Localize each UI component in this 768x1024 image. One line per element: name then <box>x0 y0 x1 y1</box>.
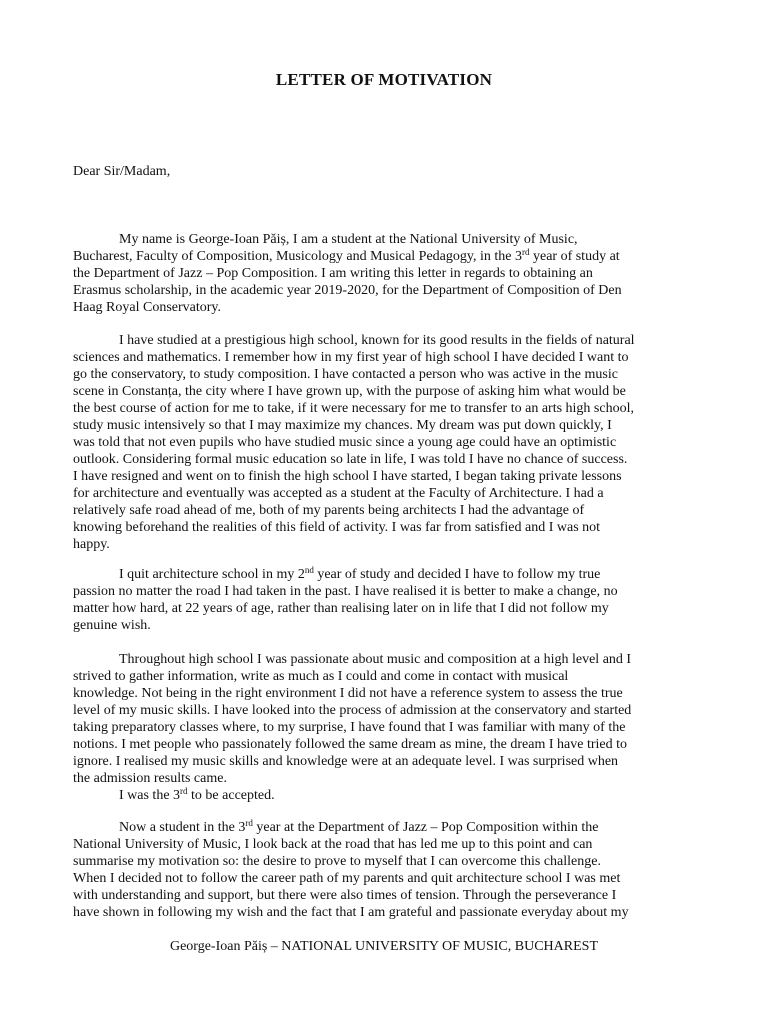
paragraph-line <box>73 836 693 853</box>
paragraph-line <box>73 870 693 887</box>
text-run: strived to gather information, write as much as I could and come in contact with musical <box>73 669 569 684</box>
ordinal-suffix: rd <box>180 786 188 796</box>
text-run: I have studied at a prestigious high school, known for its good results in the fields of natural <box>119 333 635 348</box>
paragraph-line <box>73 299 693 316</box>
paragraph-line <box>73 434 693 451</box>
paragraph-line <box>73 265 693 282</box>
text-run: year of study and decided I have to follow my true <box>313 567 601 582</box>
text-run: I quit architecture school in my 2 <box>119 567 305 582</box>
paragraph-line <box>73 451 693 468</box>
paragraph-line <box>73 468 693 485</box>
paragraph-line <box>73 770 693 787</box>
paragraph-line <box>73 282 693 299</box>
text-run: Haag Royal Conservatory. <box>73 300 221 315</box>
page-footer: George-Ioan Păiș – NATIONAL UNIVERSITY OF MUSIC, BUCHAREST <box>169 939 599 954</box>
paragraph-line <box>73 400 693 417</box>
text-run: year of study at <box>529 249 620 264</box>
paragraph-line <box>73 819 693 836</box>
text-run: I have resigned and went on to finish the high school I have started, I began taking private lessons <box>73 469 622 484</box>
text-run: the Department of Jazz – Pop Composition. I am writing this letter in regards to obtaining an <box>73 266 593 281</box>
text-run: outlook. Considering formal music education so late in life, I was told I have no chance of success. <box>73 452 628 467</box>
text-run: My name is George-Ioan Păiș, I am a student at the National University of Music, <box>119 232 578 247</box>
text-run: matter how hard, at 22 years of age, rather than realising later on in life that I did not follow my <box>73 601 609 616</box>
text-run: Throughout high school I was passionate about music and composition at a high level and I <box>119 652 632 667</box>
paragraph-line <box>73 600 693 617</box>
ordinal-suffix: rd <box>521 247 530 257</box>
text-run: I was the 3 <box>119 788 181 803</box>
paragraph-line <box>73 332 693 349</box>
paragraph-line <box>73 853 693 870</box>
salutation: Dear Sir/Madam, <box>73 164 171 179</box>
text-run: National University of Music, I look back at the road that has led me up to this point and can <box>73 837 593 852</box>
paragraph-quit-architecture <box>73 566 693 634</box>
paragraph-high-school <box>73 332 693 553</box>
text-run: sciences and mathematics. I remember how in my first year of high school I have decided I want to <box>73 350 629 365</box>
text-run: Bucharest, Faculty of Composition, Musicology and Musical Pedagogy, in the 3 <box>73 249 522 264</box>
text-run: Erasmus scholarship, in the academic year 2019-2020, for the Department of Composition of Den <box>73 283 622 298</box>
paragraph-line <box>73 787 693 804</box>
paragraph-line <box>73 583 693 600</box>
text-run: passion no matter the road I had taken in the past. I have realised it is better to make a change, no <box>73 584 618 599</box>
ordinal-suffix: rd <box>245 818 253 828</box>
text-run: for architecture and eventually was accepted as a student at the Faculty of Architecture. I had a <box>73 486 604 501</box>
paragraph-line <box>73 519 693 536</box>
text-run: knowing beforehand the realities of this field of activity. I was far from satisfied and I was not <box>73 520 601 535</box>
text-run: have shown in following my wish and the fact that I am grateful and passionate everyday about my <box>73 905 629 920</box>
paragraph-line <box>73 366 693 383</box>
text-run: knowledge. Not being in the right environment I did not have a reference system to assess the true <box>73 686 623 701</box>
paragraph-line <box>73 617 693 634</box>
paragraph-line <box>73 702 693 719</box>
text-run: the admission results came. <box>73 771 227 786</box>
paragraph-line <box>73 887 693 904</box>
paragraph-line <box>73 349 693 366</box>
paragraph-line <box>73 904 693 921</box>
paragraph-passion <box>73 651 693 804</box>
text-run: year at the Department of Jazz – Pop Composition within the <box>252 820 599 835</box>
text-run: study music intensively so that I may maximize my chances. My dream was put down quickly, I <box>73 418 612 433</box>
text-run: Now a student in the 3 <box>119 820 246 835</box>
paragraph-current-studies <box>73 819 693 921</box>
document-title: LETTER OF MOTIVATION <box>275 70 493 89</box>
text-run: When I decided not to follow the career path of my parents and quit architecture school I was met <box>73 871 621 886</box>
paragraph-line <box>73 536 693 553</box>
paragraph-line <box>73 566 693 583</box>
text-run: genuine wish. <box>73 618 151 633</box>
paragraph-line <box>73 231 693 248</box>
text-run: notions. I met people who passionately followed the same dream as mine, the dream I have tried to <box>73 737 628 752</box>
text-run: with understanding and support, but there were also times of tension. Through the perseverance I <box>73 888 617 903</box>
paragraph-line <box>73 719 693 736</box>
text-run: happy. <box>73 537 110 552</box>
paragraph-line <box>73 668 693 685</box>
text-run: level of my music skills. I have looked into the process of admission at the conservatory and started <box>73 703 632 718</box>
text-run: relatively safe road ahead of me, both of my parents being architects I had the advantage of <box>73 503 585 518</box>
text-run: go the conservatory, to study composition. I have contacted a person who was active in the music <box>73 367 618 382</box>
paragraph-line <box>73 685 693 702</box>
paragraph-line <box>73 417 693 434</box>
text-run: the best course of action for me to take, if it were necessary for me to transfer to an arts high school, <box>73 401 634 416</box>
paragraph-line <box>73 753 693 770</box>
text-run: to be accepted. <box>187 788 275 803</box>
text-run: summarise my motivation so: the desire to prove to myself that I can overcome this challenge. <box>73 854 601 869</box>
text-run: was told that not even pupils who have studied music since a young age could have an optimistic <box>73 435 617 450</box>
text-run: taking preparatory classes where, to my surprise, I have found that I was familiar with many of the <box>73 720 626 735</box>
paragraph-line <box>73 651 693 668</box>
paragraph-introduction <box>73 231 693 316</box>
paragraph-line <box>73 248 693 265</box>
ordinal-suffix: nd <box>304 565 314 575</box>
paragraph-line <box>73 736 693 753</box>
text-run: ignore. I realised my music skills and knowledge were at an adequate level. I was surprised when <box>73 754 619 769</box>
paragraph-line <box>73 383 693 400</box>
text-run: scene in Constanța, the city where I have grown up, with the purpose of asking him what would be <box>73 384 626 399</box>
paragraph-line <box>73 502 693 519</box>
paragraph-line <box>73 485 693 502</box>
